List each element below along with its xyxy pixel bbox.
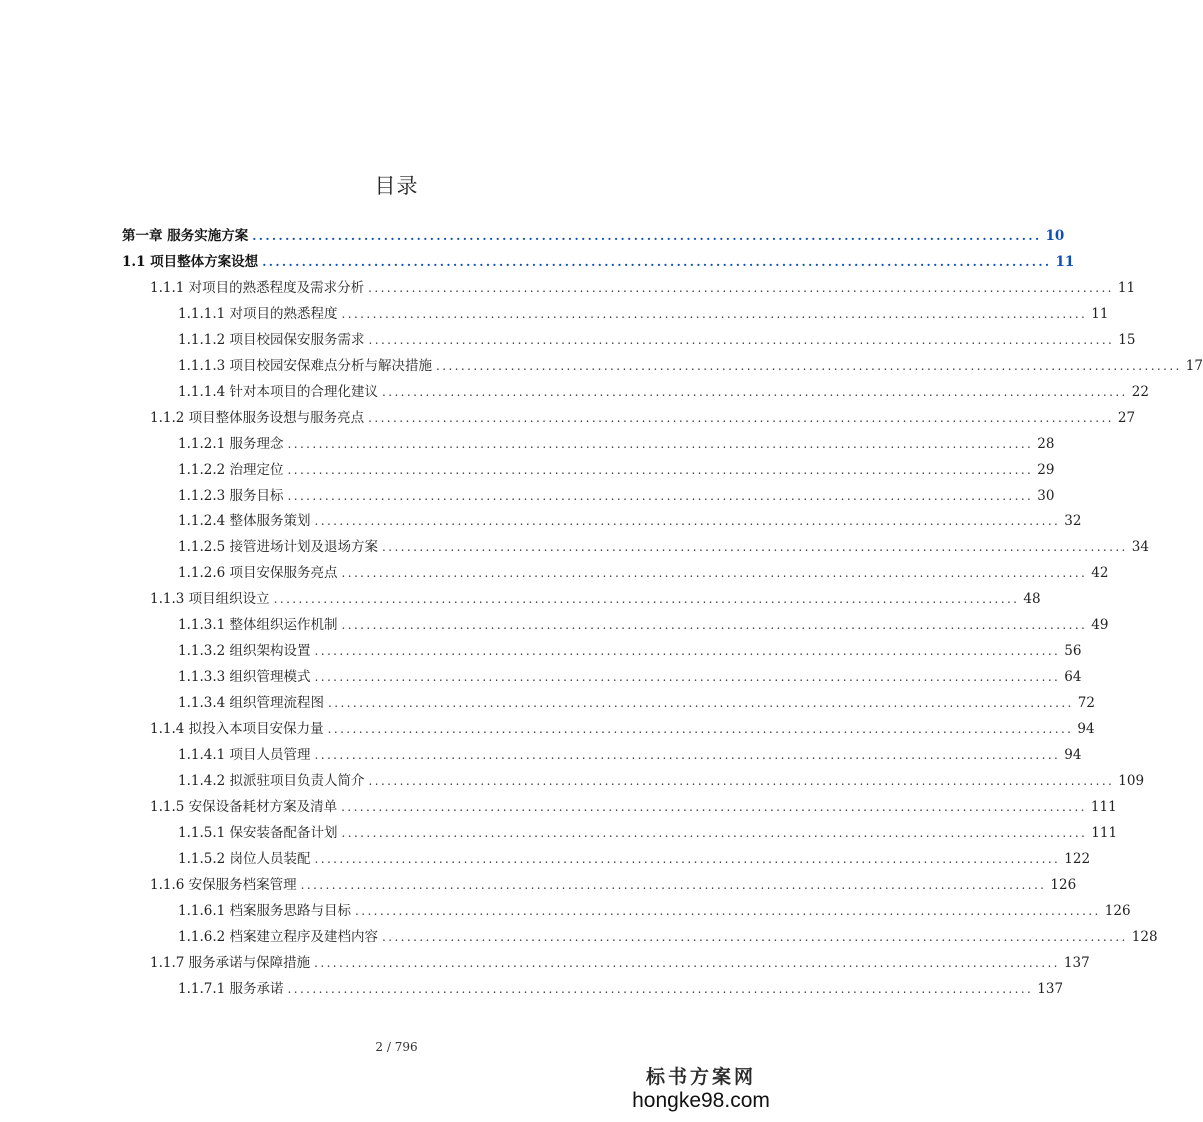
- toc-entry-page-number: 72: [1077, 695, 1095, 711]
- toc-entry[interactable]: [178, 927, 1158, 947]
- toc-entry-page-number: 42: [1091, 565, 1109, 581]
- toc-entry[interactable]: [122, 226, 1065, 246]
- toc-leader-dots: ........................................................................................................................: [300, 878, 1047, 892]
- toc-entry[interactable]: [178, 771, 1145, 791]
- toc-entry-page-number: 94: [1064, 747, 1082, 763]
- toc-entry-title: 1.1.4.2 拟派驻项目负责人简介: [178, 773, 365, 789]
- toc-entry[interactable]: [178, 382, 1149, 402]
- toc-leader-dots: ........................................................................................................................: [328, 696, 1074, 710]
- toc-entry[interactable]: [178, 901, 1131, 921]
- toc-leader-dots: ........................................................................................................................: [382, 540, 1128, 554]
- toc-entry[interactable]: [178, 537, 1149, 557]
- toc-entry-page-number: 32: [1064, 513, 1082, 529]
- toc-entry-page-number: 137: [1037, 981, 1064, 997]
- toc-entry-title: 1.1.7 服务承诺与保障措施: [150, 955, 311, 971]
- toc-entry-title: 1.1.1.2 项目校园保安服务需求: [178, 332, 365, 348]
- toc-entry-page-number: 109: [1118, 773, 1145, 789]
- toc-leader-dots: ........................................................................................................................: [368, 333, 1115, 347]
- toc-entry[interactable]: [150, 408, 1136, 428]
- toc-entry[interactable]: [178, 615, 1109, 635]
- toc-entry[interactable]: [178, 667, 1082, 687]
- toc-entry-page-number: 64: [1064, 669, 1082, 685]
- toc-leader-dots: ........................................................................................................................: [341, 826, 1088, 840]
- toc-entry[interactable]: [178, 641, 1082, 661]
- toc-entry[interactable]: [178, 304, 1109, 324]
- toc-entry-page-number: 15: [1118, 332, 1136, 348]
- toc-entry[interactable]: [178, 979, 1064, 999]
- toc-entry[interactable]: [150, 953, 1090, 973]
- toc-entry-page-number: 128: [1131, 929, 1158, 945]
- toc-entry-title: 1.1.6 安保服务档案管理: [150, 877, 297, 893]
- toc-entry-page-number: 94: [1077, 721, 1095, 737]
- toc-leader-dots: ........................................................................................................................: [287, 463, 1034, 477]
- toc-leader-dots: ........................................................................................................................: [314, 956, 1060, 970]
- toc-entry-title: 1.1.2.4 整体服务策划: [178, 513, 311, 529]
- toc-entry-page-number: 10: [1045, 228, 1065, 244]
- toc-entry-page-number: 111: [1091, 825, 1118, 841]
- toc-entry-title: 1.1.2.5 接管进场计划及退场方案: [178, 539, 379, 555]
- toc-entry-title: 1.1.6.2 档案建立程序及建档内容: [178, 929, 379, 945]
- toc-entry-title: 1.1.5.1 保安装备配备计划: [178, 825, 338, 841]
- toc-entry-page-number: 126: [1104, 903, 1131, 919]
- toc-leader-dots: ........................................................................................................................: [341, 800, 1087, 814]
- toc-leader-dots: ........................................................................................................................: [314, 748, 1061, 762]
- toc-entry[interactable]: [178, 460, 1055, 480]
- toc-entry-page-number: 28: [1037, 436, 1055, 452]
- toc-leader-dots: ........................................................................................................................: [287, 437, 1034, 451]
- toc-entry[interactable]: [178, 356, 1203, 376]
- toc-entry[interactable]: [150, 719, 1095, 739]
- toc-leader-dots: ........................................................................................................................: [314, 514, 1061, 528]
- toc-entry[interactable]: [178, 330, 1136, 350]
- toc-leader-dots: ........................................................................................................................: [341, 307, 1088, 321]
- toc-entry-page-number: 111: [1090, 799, 1117, 815]
- toc-entry-title: 1.1.2.3 服务目标: [178, 488, 284, 504]
- toc-leader-dots: ........................................................................................................................: [262, 255, 1052, 269]
- toc-entry-page-number: 122: [1064, 851, 1091, 867]
- toc-entry[interactable]: [178, 693, 1095, 713]
- toc-entry-page-number: 17: [1185, 358, 1203, 374]
- toc-leader-dots: ........................................................................................................................: [341, 618, 1088, 632]
- toc-leader-dots: ........................................................................................................................: [287, 489, 1034, 503]
- toc-entry-page-number: 34: [1131, 539, 1149, 555]
- toc-entry-title: 1.1.2.1 服务理念: [178, 436, 284, 452]
- toc-entry-title: 1.1.3.1 整体组织运作机制: [178, 617, 338, 633]
- toc-entry[interactable]: [150, 797, 1117, 817]
- watermark-logo: [621, 1066, 781, 1114]
- toc-leader-dots: ........................................................................................................................: [252, 229, 1042, 243]
- toc-entry[interactable]: [178, 486, 1055, 506]
- toc-entry-title: 1.1.4.1 项目人员管理: [178, 747, 311, 763]
- toc-entry[interactable]: [178, 849, 1091, 869]
- toc-entry-title: 1.1 项目整体方案设想: [122, 254, 259, 270]
- toc-entry-title: 1.1.6.1 档案服务思路与目标: [178, 903, 352, 919]
- toc-entry-title: 1.1.1.1 对项目的熟悉程度: [178, 306, 338, 322]
- toc-entry-page-number: 126: [1050, 877, 1077, 893]
- toc-entry-title: 1.1.2 项目整体服务设想与服务亮点: [150, 410, 365, 426]
- toc-entry-page-number: 48: [1023, 591, 1041, 607]
- toc-entry[interactable]: [150, 278, 1136, 298]
- page-indicator: 2 / 796: [375, 1040, 418, 1054]
- toc-leader-dots: ........................................................................................................................: [368, 411, 1114, 425]
- toc-entry[interactable]: [178, 511, 1082, 531]
- toc-entry-page-number: 137: [1063, 955, 1090, 971]
- toc-entry-title: 1.1.1.4 针对本项目的合理化建议: [178, 384, 379, 400]
- toc-entry-title: 1.1.4 拟投入本项目安保力量: [150, 721, 324, 737]
- toc-entry[interactable]: [122, 252, 1075, 272]
- toc-entry-page-number: 22: [1131, 384, 1149, 400]
- toc-entry-page-number: 11: [1055, 254, 1075, 270]
- toc-entry-title: 1.1.3.3 组织管理模式: [178, 669, 311, 685]
- toc-leader-dots: ........................................................................................................................: [287, 982, 1034, 996]
- toc-leader-dots: ........................................................................................................................: [273, 592, 1020, 606]
- toc-entry-title: 1.1.3.4 组织管理流程图: [178, 695, 325, 711]
- toc-entry[interactable]: [178, 563, 1109, 583]
- toc-entry-page-number: 49: [1091, 617, 1109, 633]
- toc-entry-title: 1.1.2.2 治理定位: [178, 462, 284, 478]
- toc-leader-dots: ........................................................................................................................: [314, 670, 1061, 684]
- toc-entry[interactable]: [150, 589, 1041, 609]
- toc-entry-title: 1.1.1.3 项目校园安保难点分析与解决措施: [178, 358, 433, 374]
- toc-leader-dots: ........................................................................................................................: [382, 930, 1128, 944]
- toc-leader-dots: ........................................................................................................................: [355, 904, 1101, 918]
- toc-entry-title: 1.1.5.2 岗位人员装配: [178, 851, 311, 867]
- toc-entry[interactable]: [150, 875, 1077, 895]
- toc-leader-dots: ........................................................................................................................: [436, 359, 1182, 373]
- watermark-title: 标书方案网: [645, 1066, 756, 1088]
- toc-entry-page-number: 11: [1091, 306, 1109, 322]
- watermark-url: hongke98.com: [632, 1089, 770, 1112]
- toc-entry-title: 1.1.7.1 服务承诺: [178, 981, 284, 997]
- toc-entry-title: 1.1.2.6 项目安保服务亮点: [178, 565, 338, 581]
- toc-entry-page-number: 29: [1037, 462, 1055, 478]
- toc-entry-page-number: 30: [1037, 488, 1055, 504]
- toc-leader-dots: ........................................................................................................................: [368, 281, 1114, 295]
- toc-leader-dots: ........................................................................................................................: [314, 644, 1061, 658]
- toc-leader-dots: ........................................................................................................................: [327, 722, 1074, 736]
- toc-entry[interactable]: [178, 745, 1082, 765]
- toc-entry-page-number: 27: [1117, 410, 1136, 426]
- toc-leader-dots: ........................................................................................................................: [314, 852, 1061, 866]
- page-title: 目录: [374, 174, 419, 198]
- toc-entry-title: 1.1.3 项目组织设立: [150, 591, 270, 607]
- toc-entry-title: 第一章 服务实施方案: [122, 228, 249, 244]
- toc-entry-title: 1.1.3.2 组织架构设置: [178, 643, 311, 659]
- toc-leader-dots: ........................................................................................................................: [368, 774, 1115, 788]
- toc-entry-page-number: 11: [1117, 280, 1136, 296]
- toc-leader-dots: ........................................................................................................................: [382, 385, 1128, 399]
- toc-entry-title: 1.1.5 安保设备耗材方案及清单: [150, 799, 338, 815]
- toc-entry-title: 1.1.1 对项目的熟悉程度及需求分析: [150, 280, 365, 296]
- toc-entry[interactable]: [178, 823, 1118, 843]
- toc-entry[interactable]: [178, 434, 1055, 454]
- toc-entry-page-number: 56: [1064, 643, 1082, 659]
- toc-leader-dots: ........................................................................................................................: [341, 566, 1088, 580]
